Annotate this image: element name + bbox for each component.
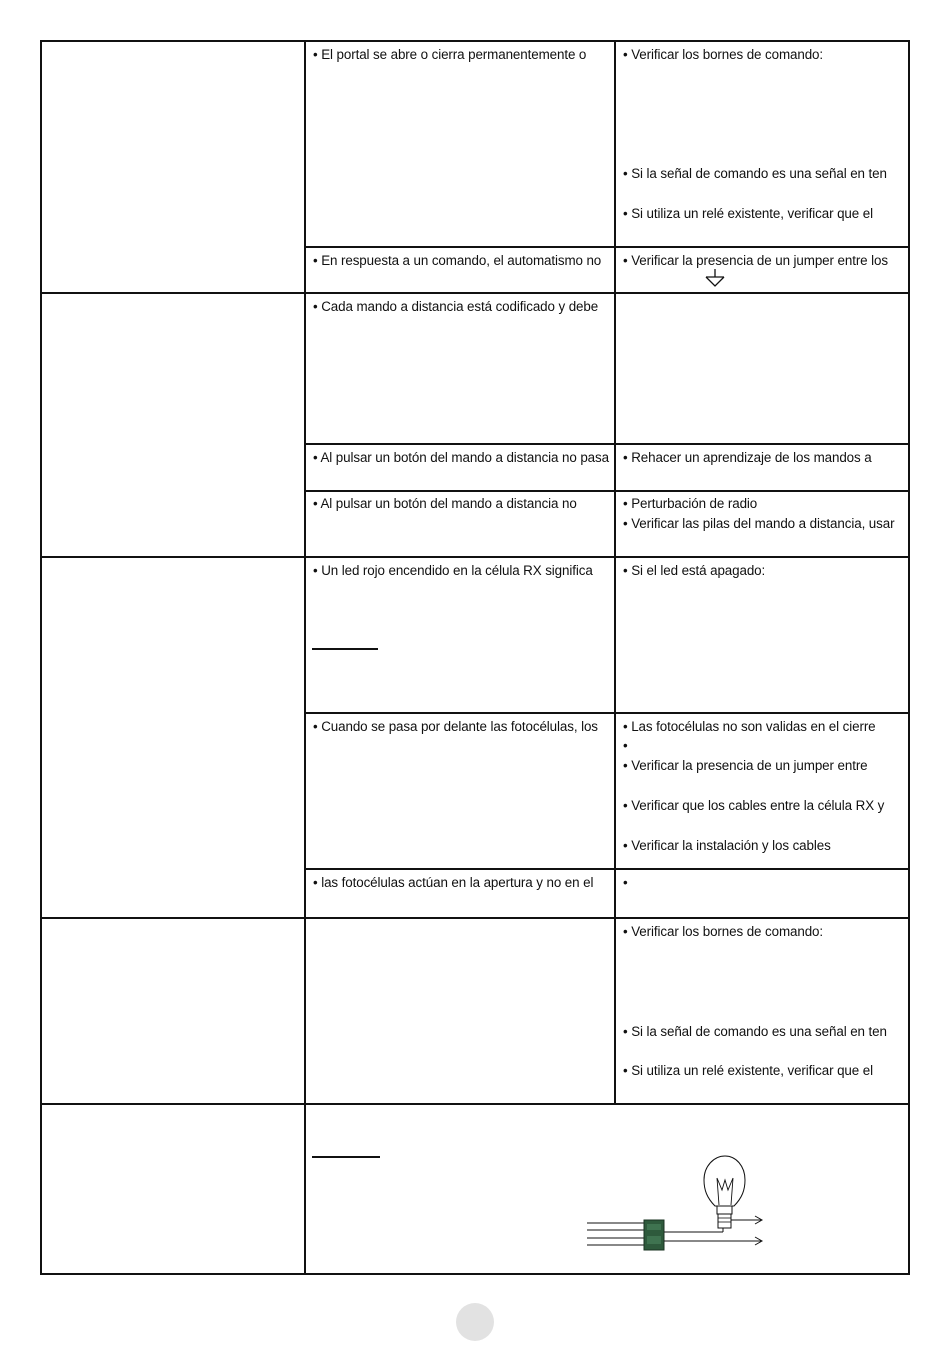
solution-text: • Verificar que los cables entre la célula RX y [623,798,885,813]
solution-text: • Rehacer un aprendizaje de los mandos a [623,450,872,465]
column-divider-2 [614,40,616,1104]
solution-text: • Si el led está apagado: [623,563,766,578]
solution-text: • Verificar la presencia de un jumper entre [623,758,868,773]
column-divider-1 [304,40,306,1275]
solution-text: • Si la señal de comando es una señal en ten [623,1024,887,1039]
section-separator [40,292,910,294]
underline-mark [312,648,378,650]
table-top-border [40,40,910,42]
section-separator [40,917,910,919]
solution-text: • Las fotocélulas no son validas en el cierre [623,719,876,734]
subrow-separator [304,490,910,492]
problem-text: • Cada mando a distancia está codificado y debe [313,299,599,314]
solution-text: • Verificar la presencia de un jumper entre los [623,253,888,268]
solution-text: • [623,875,628,890]
table-bottom-border [40,1273,910,1275]
solution-text: • Verificar los bornes de comando: [623,924,824,939]
section-separator [40,1103,910,1105]
solution-text: • Verificar la instalación y los cables [623,838,831,853]
table-left-border [40,40,42,1275]
wiring-diagram [583,1150,783,1268]
relay-module-icon [644,1220,664,1250]
problem-text: • Cuando se pasa por delante las fotocélulas, los [313,719,598,734]
solution-text: • Verificar los bornes de comando: [623,47,824,62]
light-bulb-icon [704,1156,745,1228]
page-number-badge [456,1303,494,1341]
subrow-separator [304,712,910,714]
problem-text: • Al pulsar un botón del mando a distancia no pasa [313,450,609,465]
subrow-separator [304,246,910,248]
solution-text: • Si utiliza un relé existente, verificar que el [623,1063,873,1078]
solution-text: • Si utiliza un relé existente, verificar que el [623,206,873,221]
problem-text: • El portal se abre o cierra permanentemente o [313,47,587,62]
subrow-separator [304,443,910,445]
problem-text: • En respuesta a un comando, el automatismo no [313,253,602,268]
solution-text: • Perturbación de radio [623,496,758,511]
ground-symbol-icon [704,269,726,289]
solution-text: • Si la señal de comando es una señal en ten [623,166,887,181]
problem-text: • Al pulsar un botón del mando a distancia no [313,496,577,511]
problem-text: • Un led rojo encendido en la célula RX significa [313,563,593,578]
table-right-border [908,40,910,1275]
solution-text: • Verificar las pilas del mando a distancia, usar [623,516,895,531]
subrow-separator [304,868,910,870]
underline-mark [312,1156,380,1158]
section-separator [40,556,910,558]
problem-text: • las fotocélulas actúan en la apertura y no en el [313,875,594,890]
solution-text: • [623,738,628,753]
